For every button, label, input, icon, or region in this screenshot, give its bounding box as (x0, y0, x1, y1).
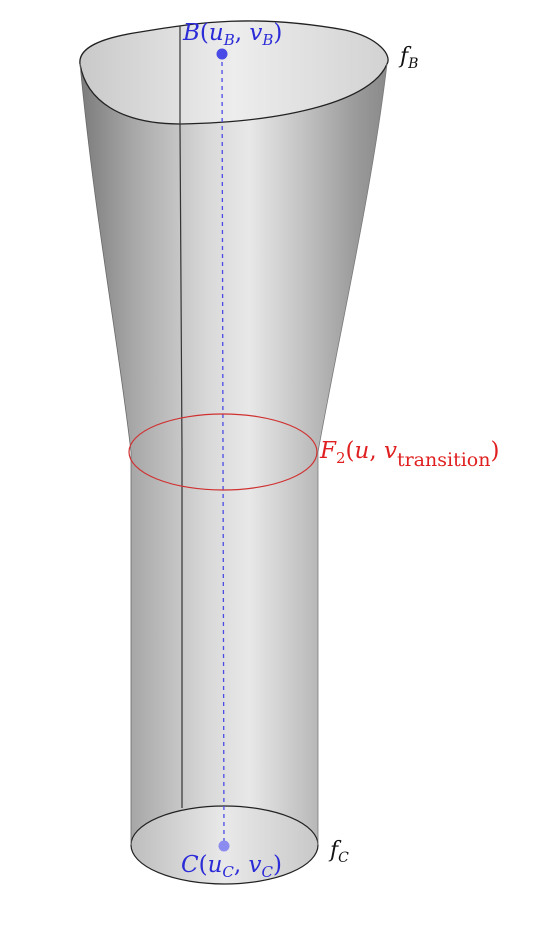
point-c-marker (219, 841, 230, 852)
curve-b-label: $f_B$ (400, 44, 419, 72)
point-c-label: $C(u_C$, $v_C$) (181, 852, 282, 881)
surface-body (80, 64, 387, 871)
point-b-marker (217, 49, 228, 60)
transition-label: $F_2(u$, $v_{transition}$) (320, 438, 500, 471)
curve-c-label: $f_C$ (330, 838, 349, 866)
point-b-label: $B(u_B$, $v_B$) (183, 20, 283, 49)
